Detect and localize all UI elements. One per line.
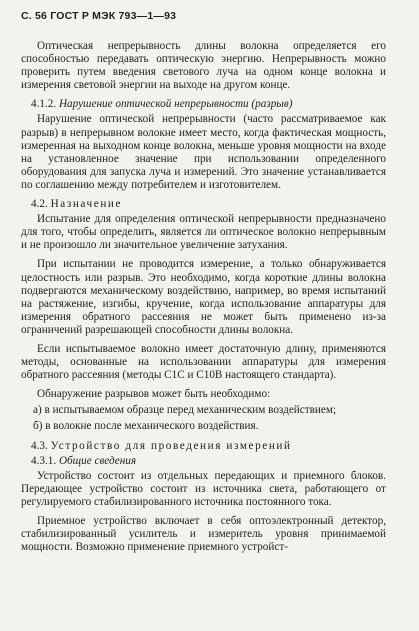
list-item-a: а) в испытываемом образце перед механическим воздействием; (33, 404, 337, 417)
list-item-b: б) в волокне после механического воздействия. (33, 420, 259, 433)
heading-title: Нарушение оптической непрерывности (разрыв) (58, 98, 293, 111)
paragraph-detection: Обнаружение разрывов может быть необходимо: (37, 388, 271, 401)
heading-title: Устройство для проведения измерений (50, 439, 292, 452)
paragraph-break: Нарушение оптической непрерывности (часто рассматриваемое как разрыв) в непрерывном волокне имеет место, когда фактическая мощность, измеренная на выходном конце волокна, меньше уровня мощности на входе на установленное значение при использовании определенного оборудования для запуска луча и измерений. Это значение устанавливается по соглашению между потребителем и изготовителем. (21, 113, 386, 191)
document-body (21, 40, 386, 560)
paragraph-device: Устройство состоит из отдельных передающих и приемного блоков. Передающее устройство состоит из источника света, работающего от регулируемого стабилизированного источника постоянного тока. (21, 469, 386, 508)
heading-title: Общие сведения (58, 454, 137, 467)
heading-4-2 (21, 198, 386, 211)
heading-number: 4.3. (31, 439, 48, 452)
heading-number: 4.1.2. (31, 98, 57, 111)
heading-4-3-1 (21, 455, 386, 468)
paragraph-continuity: Оптическая непрерывность длины волокна определяется его способностью передавать оптическую энергию. Непрерывность можно проверить путем введения светового луча на одном конце волокна и измерения световой энергии на выходе на другом конце. (21, 40, 386, 92)
paragraph-testing: При испытании не проводится измерение, а только обнаруживается целостность или разрыв. Это необходимо, когда короткие длины волокна подвергаются механическому воздействию, например, во время испытаний на растяжение, изгибы, кручение, когда использование аппаратуры для измерения обратного рассеяния не может быть применено из-за ограничений разрешающей способности длины волокна. (21, 258, 386, 336)
heading-title: Назначение (50, 198, 123, 211)
heading-number: 4.2. (31, 198, 48, 211)
paragraph-purpose: Испытание для определения оптической непрерывности предназначено для того, чтобы определить, является ли оптическое волокно непрерывным и не произошло ли значительное увеличение затухания. (21, 213, 386, 252)
heading-4-1-2 (21, 98, 386, 111)
page-header: С. 56 ГОСТ Р МЭК 793—1—93 (21, 10, 177, 22)
heading-number: 4.3.1. (31, 454, 57, 467)
heading-4-3 (21, 440, 386, 453)
paragraph-receiver: Приемное устройство включает в себя оптоэлектронный детектор, стабилизированный усилитель и измеритель уровня принимаемой мощности. Возможно применение приемного устройст- (21, 515, 386, 554)
paragraph-backscatter: Если испытываемое волокно имеет достаточную длину, применяются методы, основанные на использовании аппаратуры для измерения обратного рассеяния (методы С1С и С10В настоящего стандарта). (21, 342, 386, 382)
